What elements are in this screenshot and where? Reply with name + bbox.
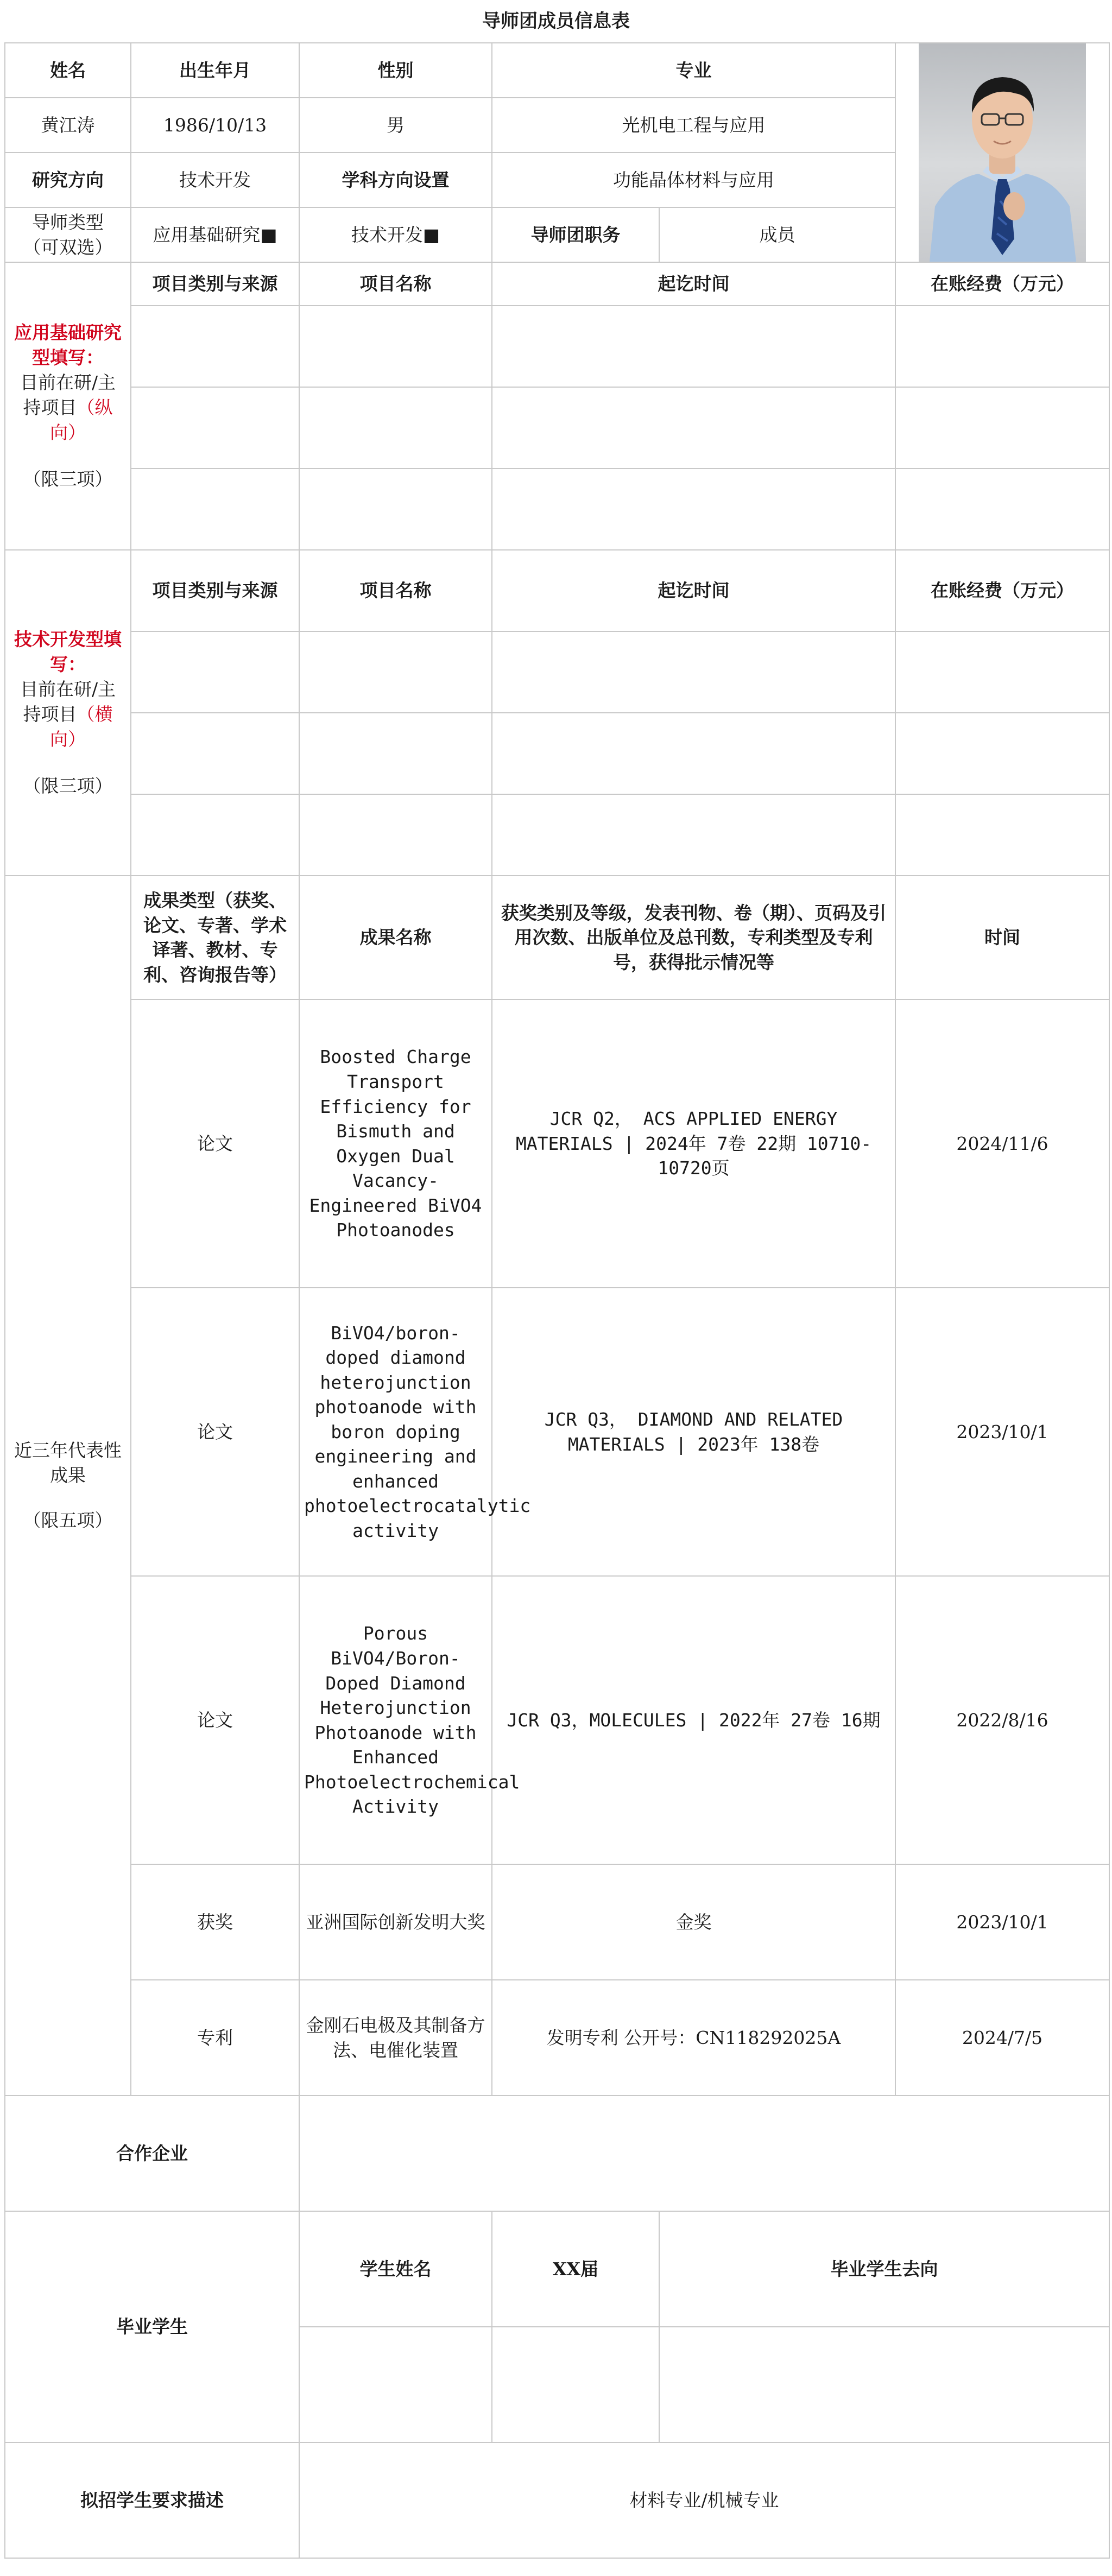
graduates-header-name: 学生姓名 bbox=[299, 2211, 492, 2327]
applied-cell[interactable] bbox=[131, 387, 299, 469]
applied-header-period: 起讫时间 bbox=[492, 262, 895, 306]
tech-cell[interactable] bbox=[492, 713, 895, 794]
achievement-row bbox=[5, 1576, 1109, 1864]
applied-cell[interactable] bbox=[299, 469, 492, 550]
tech-cell[interactable] bbox=[131, 631, 299, 713]
partner-value[interactable] bbox=[299, 2096, 1109, 2211]
applied-projects-side-label bbox=[5, 262, 131, 550]
name-value: 黄江涛 bbox=[5, 98, 131, 153]
tech-header-source: 项目类别与来源 bbox=[131, 550, 299, 631]
achievement-type: 论文 bbox=[131, 999, 299, 1288]
achievement-detail: JCR Q3， DIAMOND AND RELATED MATERIALS | 2023年 138卷 bbox=[492, 1288, 895, 1576]
portrait-photo bbox=[919, 43, 1086, 262]
achievement-type: 获奖 bbox=[131, 1864, 299, 1980]
graduates-header-destination: 毕业学生去向 bbox=[659, 2211, 1109, 2327]
tech-cell[interactable] bbox=[895, 794, 1109, 876]
applied-side-black-1: 目前在研/主 bbox=[20, 371, 116, 393]
achievement-time: 2022/8/16 bbox=[895, 1576, 1109, 1864]
tech-header-name: 项目名称 bbox=[299, 550, 492, 631]
mentor-type-tech: 技术开发■ bbox=[299, 207, 492, 262]
achievement-time: 2023/10/1 bbox=[895, 1288, 1109, 1576]
tech-side-red-3: （横 bbox=[77, 704, 113, 725]
applied-side-black-2: 持项目 bbox=[23, 397, 77, 419]
mentor-type-label bbox=[5, 207, 131, 262]
gender-value: 男 bbox=[299, 98, 492, 153]
page-title: 导师团成员信息表 bbox=[482, 10, 630, 32]
name-label: 姓名 bbox=[5, 43, 131, 98]
tech-side-red-1: 技术开发型填 bbox=[14, 628, 122, 650]
applied-side-red-2: 型填写： bbox=[32, 346, 104, 368]
tech-project-row bbox=[5, 713, 1109, 794]
achievement-time: 2024/11/6 bbox=[895, 999, 1109, 1288]
tech-cell[interactable] bbox=[492, 631, 895, 713]
member-info-table bbox=[4, 42, 1110, 2559]
achievements-header-name: 成果名称 bbox=[299, 876, 492, 999]
applied-cell[interactable] bbox=[492, 469, 895, 550]
achievements-side-1: 近三年代表性 bbox=[14, 1440, 122, 1461]
birth-label: 出生年月 bbox=[131, 43, 299, 98]
major-label: 专业 bbox=[492, 43, 895, 98]
achievement-name: BiVO4/boron-doped diamond heterojunction photoanode with boron doping engineering and enhanced photoelectrocatalytic activity bbox=[299, 1288, 492, 1576]
achievement-time: 2024/7/5 bbox=[895, 1980, 1109, 2096]
achievements-header-detail: 获奖类别及等级，发表刊物、卷（期）、页码及引用次数、出版单位及总刊数，专利类型及专利号，获得批示情况等 bbox=[492, 876, 895, 999]
tech-project-row bbox=[5, 794, 1109, 876]
applied-side-limit: （限三项） bbox=[23, 469, 113, 490]
achievements-side-2: 成果 bbox=[50, 1465, 86, 1486]
graduate-class-cell[interactable] bbox=[492, 2327, 659, 2442]
tech-cell[interactable] bbox=[299, 794, 492, 876]
achievement-row bbox=[5, 1864, 1109, 1980]
tech-side-limit: （限三项） bbox=[23, 775, 113, 797]
applied-project-row bbox=[5, 469, 1109, 550]
graduate-destination-cell[interactable] bbox=[659, 2327, 1109, 2442]
applied-cell[interactable] bbox=[299, 306, 492, 387]
applied-cell[interactable] bbox=[895, 387, 1109, 469]
applied-cell[interactable] bbox=[131, 306, 299, 387]
tech-cell[interactable] bbox=[299, 713, 492, 794]
achievement-type: 论文 bbox=[131, 1288, 299, 1576]
applied-project-row bbox=[5, 306, 1109, 387]
applied-cell[interactable] bbox=[895, 306, 1109, 387]
achievement-time: 2023/10/1 bbox=[895, 1864, 1109, 1980]
graduate-name-cell[interactable] bbox=[299, 2327, 492, 2442]
gender-label: 性别 bbox=[299, 43, 492, 98]
tech-cell[interactable] bbox=[299, 631, 492, 713]
mentor-type-label-line1: 导师类型 bbox=[32, 212, 104, 233]
graduates-label: 毕业学生 bbox=[5, 2211, 299, 2442]
tech-header-period: 起讫时间 bbox=[492, 550, 895, 631]
birth-value: 1986/10/13 bbox=[131, 98, 299, 153]
applied-header-funds: 在账经费（万元） bbox=[895, 262, 1109, 306]
major-value: 光机电工程与应用 bbox=[492, 98, 895, 153]
achievement-name: Boosted Charge Transport Efficiency for Bismuth and Oxygen Dual Vacancy-Engineered BiVO4 Photoanodes bbox=[299, 999, 492, 1288]
achievements-side-limit: （限五项） bbox=[23, 1509, 113, 1531]
applied-side-red-1: 应用基础研究 bbox=[14, 321, 122, 343]
applied-header-name: 项目名称 bbox=[299, 262, 492, 306]
research-value: 技术开发 bbox=[131, 153, 299, 207]
tech-side-black-2: 持项目 bbox=[23, 704, 77, 725]
mentor-type-label-line2: （可双选） bbox=[23, 236, 113, 258]
photo-cell bbox=[895, 43, 1109, 262]
achievement-row bbox=[5, 1288, 1109, 1576]
achievement-name: 亚洲国际创新发明大奖 bbox=[299, 1864, 492, 1980]
achievement-row bbox=[5, 1980, 1109, 2096]
achievement-type: 论文 bbox=[131, 1576, 299, 1864]
achievement-detail: 金奖 bbox=[492, 1864, 895, 1980]
achievements-header-type: 成果类型（获奖、论文、专著、学术译著、教材、专利、咨询报告等） bbox=[131, 876, 299, 999]
tech-cell[interactable] bbox=[895, 713, 1109, 794]
applied-cell[interactable] bbox=[492, 306, 895, 387]
team-role-value: 成员 bbox=[659, 207, 895, 262]
tech-project-row bbox=[5, 631, 1109, 713]
research-label: 研究方向 bbox=[5, 153, 131, 207]
tech-side-black-1: 目前在研/主 bbox=[20, 678, 116, 700]
recruit-value: 材料专业/机械专业 bbox=[299, 2442, 1109, 2558]
tech-cell[interactable] bbox=[131, 794, 299, 876]
applied-cell[interactable] bbox=[131, 469, 299, 550]
tech-cell[interactable] bbox=[492, 794, 895, 876]
achievement-detail: JCR Q3，MOLECULES | 2022年 27卷 16期 bbox=[492, 1576, 895, 1864]
applied-cell[interactable] bbox=[492, 387, 895, 469]
applied-cell[interactable] bbox=[299, 387, 492, 469]
recruit-label: 拟招学生要求描述 bbox=[5, 2442, 299, 2558]
graduates-header-class: XX届 bbox=[492, 2211, 659, 2327]
applied-cell[interactable] bbox=[895, 469, 1109, 550]
achievements-header-time: 时间 bbox=[895, 876, 1109, 999]
team-role-label: 导师团职务 bbox=[492, 207, 659, 262]
achievement-name: 金刚石电极及其制备方法、电催化装置 bbox=[299, 1980, 492, 2096]
achievement-name: Porous BiVO4/Boron-Doped Diamond Heterojunction Photoanode with Enhanced Photoelectrochemical Activity bbox=[299, 1576, 492, 1864]
tech-projects-side-label bbox=[5, 550, 131, 876]
applied-side-red-4: 向） bbox=[50, 422, 86, 444]
applied-side-red-3: （纵 bbox=[77, 397, 113, 419]
achievement-type: 专利 bbox=[131, 1980, 299, 2096]
achievement-detail: JCR Q2， ACS APPLIED ENERGY MATERIALS | 2024年 7卷 22期 10710-10720页 bbox=[492, 999, 895, 1288]
applied-project-row bbox=[5, 387, 1109, 469]
tech-cell[interactable] bbox=[895, 631, 1109, 713]
discipline-label: 学科方向设置 bbox=[299, 153, 492, 207]
partner-label: 合作企业 bbox=[5, 2096, 299, 2211]
mentor-type-applied: 应用基础研究■ bbox=[131, 207, 299, 262]
tech-side-red-2: 写： bbox=[50, 653, 86, 675]
tech-header-funds: 在账经费（万元） bbox=[895, 550, 1109, 631]
tech-side-red-4: 向） bbox=[50, 729, 86, 750]
achievements-side-label bbox=[5, 876, 131, 2096]
discipline-value: 功能晶体材料与应用 bbox=[492, 153, 895, 207]
achievement-detail: 发明专利 公开号：CN118292025A bbox=[492, 1980, 895, 2096]
achievement-row bbox=[5, 999, 1109, 1288]
applied-header-source: 项目类别与来源 bbox=[131, 262, 299, 306]
tech-cell[interactable] bbox=[131, 713, 299, 794]
